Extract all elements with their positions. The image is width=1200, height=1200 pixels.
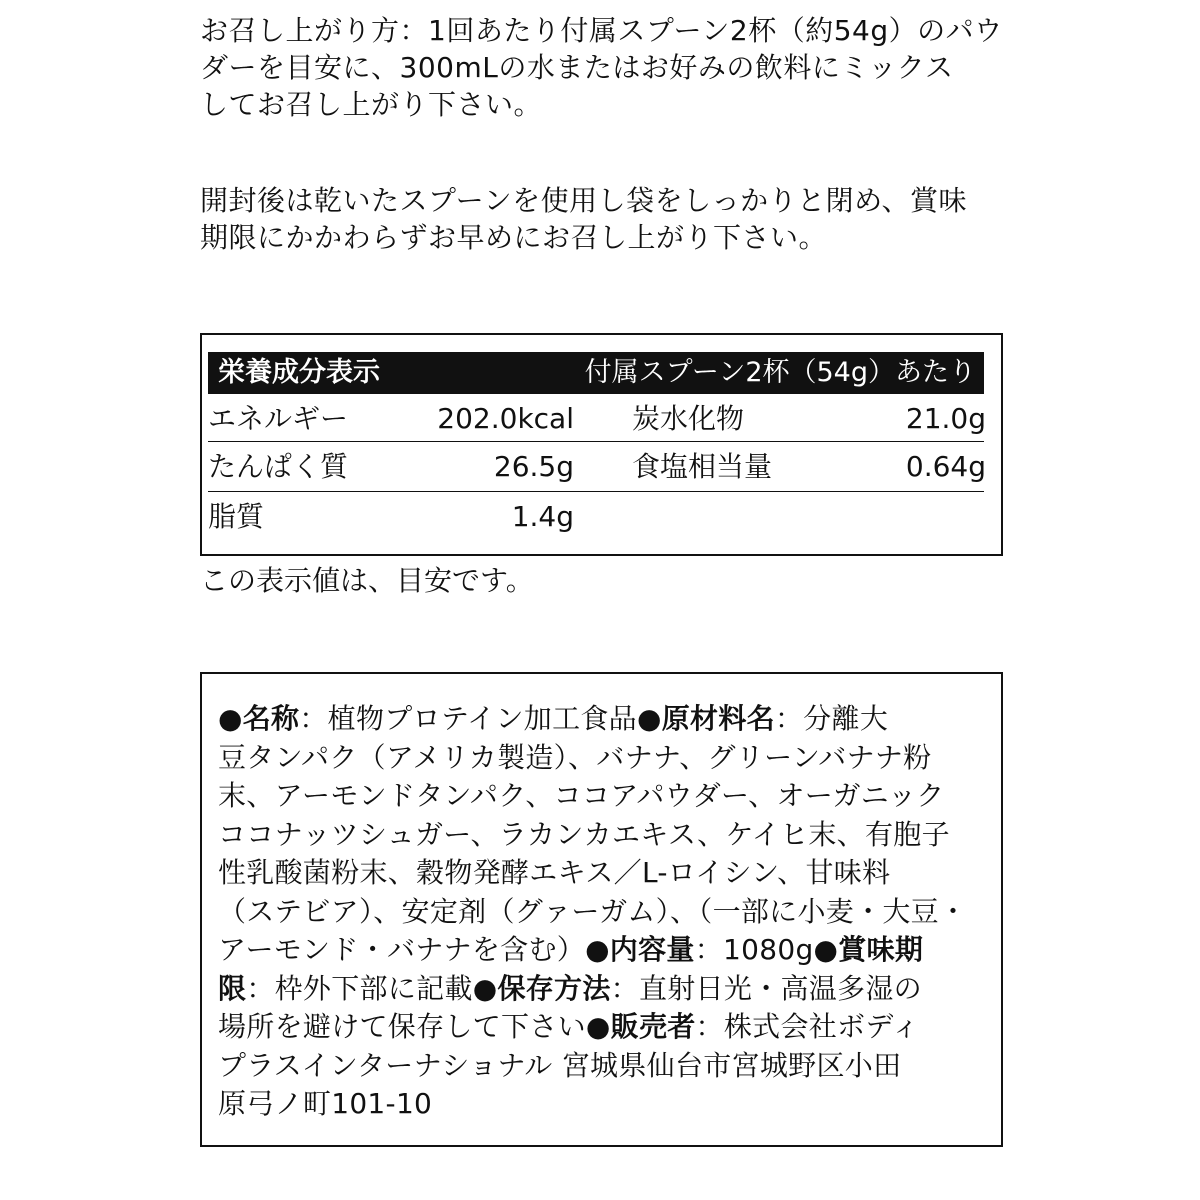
field-label: ●内容量 <box>585 933 695 966</box>
nutrient-name: 脂質 <box>208 500 265 533</box>
nutrient-value: 0.64g <box>905 450 986 483</box>
product-info-text <box>218 700 967 1124</box>
field-value: ：株式会社ボディ <box>695 1010 920 1043</box>
text-line <box>218 816 967 855</box>
text-line <box>218 700 967 739</box>
field-value: アーモンド・バナナを含む） <box>218 933 586 966</box>
field-value: ：枠外下部に記載 <box>246 971 473 1005</box>
field-value: 原弓ノ町101-10 <box>218 1087 433 1120</box>
text-line <box>218 970 967 1009</box>
nutrient-value: 26.5g <box>493 450 574 483</box>
divider <box>208 441 984 442</box>
divider <box>208 491 984 492</box>
text-line: 開封後は乾いたスプーンを使用し袋をしっかりと閉め、賞味 <box>200 184 967 217</box>
nutrition-header <box>208 352 984 394</box>
text-line: 期限にかかわらずお早めにお召し上がり下さい。 <box>200 221 828 254</box>
text-line <box>218 854 967 893</box>
field-value: 豆タンパク（アメリカ製造）、バナナ、グリーンバナナ粉 <box>218 740 932 774</box>
text-line <box>218 931 967 970</box>
nutrition-table <box>200 333 1003 556</box>
text-line: ダーを目安に、300mLの水またはお好みの飲料にミックス <box>200 51 954 84</box>
note-text: この表示値は、目安です。 <box>200 564 534 597</box>
text-line <box>218 893 967 932</box>
text-line <box>218 1047 967 1086</box>
field-value: 場所を避けて保存して下さい <box>218 1010 586 1043</box>
field-label: ●販売者 <box>585 1010 696 1043</box>
field-label: ●名称 <box>218 702 300 735</box>
storage-instructions <box>200 182 967 256</box>
field-value: 性乳酸菌粉末、穀物発酵エキス／L-ロイシン、甘味料 <box>218 856 891 889</box>
field-label: 限 <box>218 971 247 1005</box>
nutrient-name: 炭水化物 <box>632 402 745 435</box>
field-value: プラスインターナショナル 宮城県仙台市宮城野区小田 <box>218 1048 902 1082</box>
serving-size: 付属スプーン2杯（54g）あたり <box>584 357 976 388</box>
nutrition-title: 栄養成分表示 <box>218 357 380 388</box>
table-row <box>208 395 984 443</box>
nutrient-value: 1.4g <box>511 500 574 533</box>
field-value: 末、アーモンドタンパク、ココアパウダー、オーガニック <box>218 779 945 812</box>
field-value: ：1080g <box>694 933 814 966</box>
text-line <box>218 1008 967 1047</box>
nutrient-name: エネルギー <box>208 402 349 435</box>
field-value: （ステビア）、安定剤（グァーガム）、（一部に小麦・大豆・ <box>218 894 968 928</box>
field-label: ●保存方法 <box>472 971 611 1005</box>
nutrient-name: 食塩相当量 <box>632 450 773 483</box>
field-value: ：分離大 <box>774 702 889 735</box>
field-label: ●原材料名 <box>637 702 775 735</box>
field-value: ココナッツシュガー、ラカンカエキス、ケイヒ末、有胞子 <box>218 817 950 851</box>
nutrient-value: 202.0kcal <box>437 402 574 435</box>
field-label: ●賞味期 <box>813 933 924 966</box>
product-info-box <box>200 672 1003 1147</box>
text-line <box>218 739 967 778</box>
field-value: ：植物プロテイン加工食品 <box>299 702 637 735</box>
text-line: お召し上がり方：1回あたり付属スプーン2杯（約54g）のパウ <box>200 14 1003 47</box>
usage-instructions <box>200 12 1003 123</box>
text-line <box>218 1085 967 1124</box>
table-row <box>208 493 984 541</box>
field-value: ：直射日光・高温多湿の <box>610 971 922 1005</box>
table-row <box>208 443 984 491</box>
text-line: してお召し上がり下さい。 <box>200 88 543 121</box>
text-line <box>218 777 967 816</box>
nutrient-name: たんぱく質 <box>208 450 349 483</box>
nutrient-value: 21.0g <box>905 402 986 435</box>
